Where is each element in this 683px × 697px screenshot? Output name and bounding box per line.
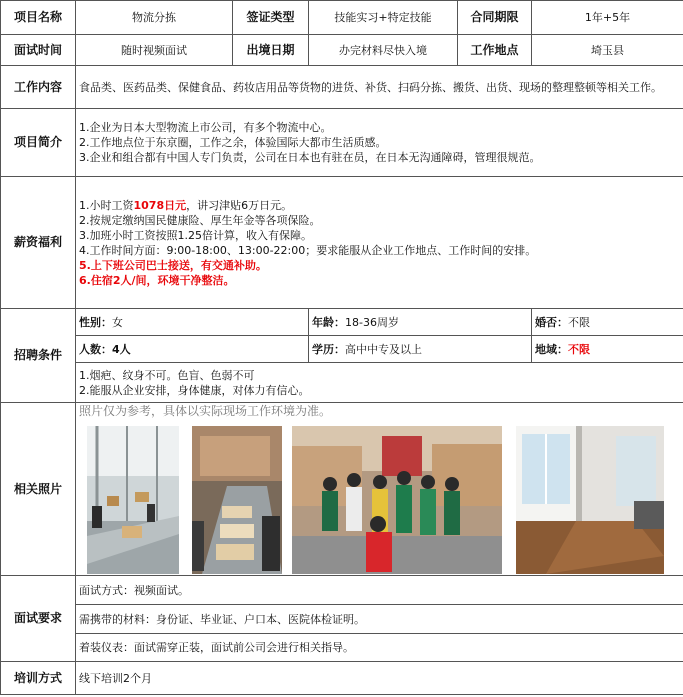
photo-dormitory (516, 426, 664, 574)
region-value: 不限 (568, 342, 590, 356)
row-interview-materials (1, 605, 683, 634)
row-recruit-2 (1, 336, 683, 363)
row-training (1, 662, 683, 695)
work-content-text: 食品类、医药品类、保健食品、药妆店用品等货物的进货、补货、扫码分拣、搬货、出货、现场的整理整顿等相关工作。 (76, 66, 683, 109)
salary-line1-suffix: ，讲习津贴6万日元。 (186, 198, 293, 212)
interview-materials: 需携带的材料：身份证、毕业证、户口本、医院体检证明。 (76, 605, 683, 634)
requirements-text (76, 363, 683, 403)
row-interview-method (1, 576, 683, 605)
salary-line: 3.加班小时工资按照1.25倍计算，收入有保障。 (79, 228, 312, 242)
salary-line-dorm: 6.住宿2人/间，环境干净整洁。 (79, 273, 235, 287)
age-value: 18-36周岁 (345, 315, 399, 329)
salary-line1-prefix: 1.小时工资 (79, 198, 134, 212)
age-label: 年龄： (312, 315, 345, 329)
row-work-content (1, 66, 683, 109)
work-content-label: 工作内容 (1, 66, 76, 109)
location-label: 工作地点 (458, 35, 532, 66)
count-label: 人数： (79, 342, 112, 356)
intro-line: 2.工作地点位于东京圈，工作之余，体验国际大都市生活质感。 (79, 136, 387, 149)
row-recruit-3 (1, 363, 683, 403)
requirement-line: 1.烟疤、纹身不可。色盲、色弱不可 (79, 368, 255, 382)
intro-line: 1.企业为日本大型物流上市公司，有多个物流中心。 (79, 121, 332, 134)
intro-line: 3.企业和组合都有中国人专门负责，公司在日本也有驻在员，在日本无沟通障碍，管理很规范。 (79, 151, 541, 164)
salary-line: 2.按规定缴纳国民健康险、厚生年金等各项保险。 (79, 213, 321, 227)
photos-label: 相关照片 (1, 403, 76, 576)
contract-label: 合同期限 (458, 1, 532, 35)
row-recruit-1 (1, 309, 683, 336)
hourly-wage: 1078日元 (133, 198, 187, 212)
salary-line: 4.工作时间方面：9:00-18:00、13:00-22:00；要求能服从企业工作地点、工作时间的安排。 (79, 243, 537, 257)
departure-value: 办完材料尽快入境 (309, 35, 458, 66)
marital-value: 不限 (568, 315, 590, 329)
marital-cell (532, 309, 683, 336)
row-project (1, 1, 683, 35)
photo-conveyor (192, 426, 282, 574)
age-cell (309, 309, 532, 336)
row-interview-dress (1, 634, 683, 662)
education-value: 高中中专及以上 (345, 342, 422, 356)
interview-dress: 着装仪表：面试需穿正装，面试前公司会进行相关指导。 (76, 634, 683, 662)
count-cell (76, 336, 309, 363)
visa-type-label: 签证类型 (233, 1, 309, 35)
visa-type-value: 技能实习+特定技能 (309, 1, 458, 35)
photos-note: 照片仅为参考，具体以实际现场工作环境为准。 (79, 404, 332, 418)
gender-label: 性别： (79, 315, 112, 329)
project-name-label: 项目名称 (1, 1, 76, 35)
gender-value: 女 (112, 315, 123, 329)
count-value: 4人 (112, 342, 131, 356)
departure-label: 出境日期 (233, 35, 309, 66)
project-intro-label: 项目简介 (1, 109, 76, 177)
requirement-line: 2.能服从企业安排，身体健康，对体力有信心。 (79, 383, 310, 397)
marital-label: 婚否： (535, 315, 568, 329)
row-salary (1, 177, 683, 309)
training-label: 培训方式 (1, 662, 76, 695)
training-value: 线下培训2个月 (76, 662, 683, 695)
interview-time-value: 随时视频面试 (76, 35, 233, 66)
interview-req-label: 面试要求 (1, 576, 76, 662)
salary-line-bus: 5.上下班公司巴士接送，有交通补助。 (79, 258, 267, 272)
interview-time-label: 面试时间 (1, 35, 76, 66)
recruit-label: 招聘条件 (1, 309, 76, 403)
region-label: 地域： (535, 342, 568, 356)
salary-label: 薪资福利 (1, 177, 76, 309)
region-cell (532, 336, 683, 363)
photo-staff-group (292, 426, 502, 574)
location-value: 埼玉县 (532, 35, 683, 66)
gender-cell (76, 309, 309, 336)
project-intro-text (76, 109, 683, 177)
salary-text (76, 177, 683, 309)
salary-line (79, 198, 680, 213)
photo-warehouse-sorting (87, 426, 179, 574)
row-interview (1, 35, 683, 66)
contract-value: 1年+5年 (532, 1, 683, 35)
photos-area (76, 403, 683, 575)
project-name-value: 物流分拣 (76, 1, 233, 35)
interview-method: 面试方式：视频面试。 (76, 576, 683, 605)
row-photos (1, 403, 683, 576)
row-project-intro (1, 109, 683, 177)
education-label: 学历： (312, 342, 345, 356)
education-cell (309, 336, 532, 363)
photos-cell (76, 403, 683, 576)
